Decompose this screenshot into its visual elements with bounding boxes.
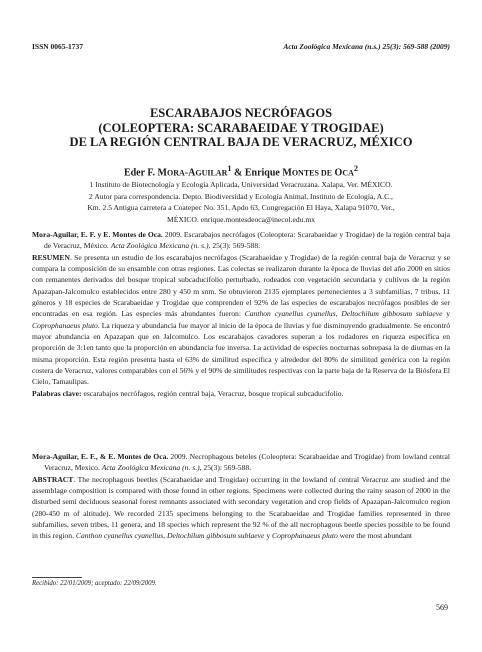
received-date: Recibido: 22/01/2009; aceptado: 22/09/2009. (32, 580, 157, 587)
affiliation-2a: 2 Autor para correspondencia. Depto. Biodiversidad y Ecología Animal, Instituto de Ecología, A.C., (89, 191, 393, 201)
authors: Eder F. MORA-AGUILAR$^1$ & Enrique MONTES DE OCA$^2$ (123, 164, 359, 179)
spanish-abstract-block (32, 229, 450, 399)
english-abstract-block (32, 451, 450, 542)
article-title (20, 106, 462, 150)
journal-citation: Acta Zoológica Mexicana (n.s.) 25(3): 569-588 (2009) (283, 42, 450, 51)
palabras-clave: Palabras clave: escarabajos necrófagos, región central baja, Veracruz, bosque tropical subcaducifolio. (32, 388, 344, 398)
title-line-3: DE LA REGIÓN CENTRAL BAJA DE VERACRUZ, MÉXICO (69, 135, 413, 149)
abstract: ABSTRACT. The necrophagous beetles (Scarabaeidae and Trogidae) occurring in the lowland of central Veracruz are studied and the assemblage composition is compared with those found in other regions. Specimens were collected during the rainy season of 2000 in the disturbed semi deciduous seasonal forest remnants associated with secondary vegetation and crop fields of Apazapan-Jalcomulco region (280-450 m of altitude). We recorded 2135 specimens belonging to the Scarabaeidae and Trogidae families represented in three subfamilies, seven tribes, 11 genera, and 18 species which represent the 92 % of the all necrophagous beetle species possible to be found in this region. Canthon cyanellus cyanellus, Deltochilum gibbosum sublaeve y Coprophanaeus pluto were the most abundant (32, 474, 450, 541)
page-number: 569 (436, 603, 448, 612)
title-line-2: (COLEOPTERA: SCARABAEIDAE Y TROGIDAE) (98, 120, 384, 135)
resumen: RESUMEN. Se presenta un estudio de los escarabajos necrófagos (Scarabaeidae y Trogidae) de la región central baja de Veracruz y se compara la composición de su ensamble con otras regiones. Las colectas se realizaron durante la época de lluvias del año 2000 en sitios con remanentes derivados del bosque tropical subcaducifolio perturbado, rodeados con vegetación secundaria y cultivos de la región Apazapan-Jalcomulco establecidos entre 280 y 450 m snm. Se obtuvieron 2135 ejemplares pertenecientes a 3 subfamilias, 7 tribus, 11 géneros y 18 especies de Scarabaeidae y Trogidae que comprenden el 92% de las especies de escarabajos necrófagos posibles de ser encontradas en esa región. Las especies más abundantes fueron: Canthon cyanellus cyanellus, Deltochilum gibbosum sublaeve y Coprophanaeus pluto. La riqueza y abundancia fue mayor al inicio de la época de lluvias y fue disminuyendo gradualmente. Se encontró mayor abundancia en Apazapan que en Jalcomulco. Los escarabajos cavadores superan a los rodadores en riqueza específica en proporción de 3:1en tanto que la proporción en abundancia fue inversa. La actividad de especies nocturnas sobrepasa la de diurnas en la misma proporción. Esta región presenta hasta el 63% de similitud específica y alrededor del 80% de similitud genérica con la región costera de Veracruz, valores comparables con el 56% y el 90% de similitudes respectivas con la parte baja de la Reserva de la Biósfera El Cielo, Tamaulipas. (32, 252, 450, 387)
title-line-1: ESCARABAJOS NECRÓFAGOS (149, 106, 333, 120)
citation-es: Mora-Aguilar, E. F. y E. Montes de Oca. 2009. Escarabajos necrófagos (Coleoptera: Scarabaeidae y Trogidae) de la región central baja de Veracruz, México. Acta Zoológica Mexicana (n. s.), 25(3): 569-588. (32, 230, 450, 251)
running-header (32, 42, 450, 52)
affiliations (30, 179, 452, 225)
affiliation-1: 1 Instituto de Biotecnología y Ecología Aplicada, Universidad Veracruzana. Xalapa, Ver. MÉXICO. (89, 180, 393, 189)
issn: ISSN 0065-1737 (32, 42, 84, 51)
affiliation-2c: MÉXICO. enrique.montesdeoca@inecol.edu.mx (166, 214, 316, 224)
footnote-divider (32, 577, 82, 578)
citation-en: Mora-Aguilar, E. F., & E. Montes de Oca. 2009. Necrophagous beteles (Coleoptera: Scarabaeidae and Trogidae) from lowland central Veracruz, Mexico. Acta Zoológica Mexicana (n. s.), 25(3): 569-588. (32, 452, 451, 473)
affiliation-2b: Km. 2.5 Antigua carretera a Coatepec No. 351, Apdo 63, Congregación El Haya, Xalapa 91070, Ver., (87, 203, 395, 212)
